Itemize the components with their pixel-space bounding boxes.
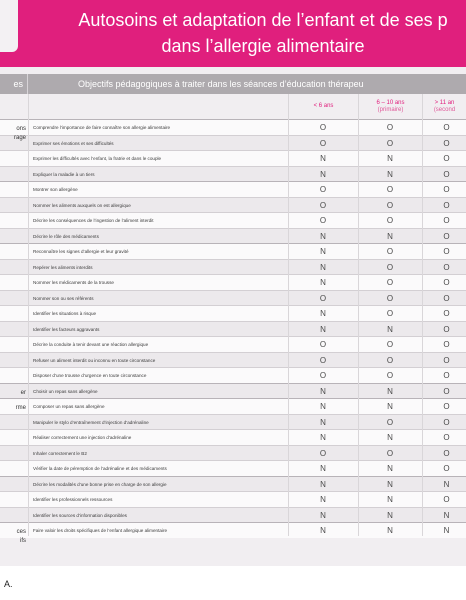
age-header-under-6 <box>288 94 358 119</box>
value-cell: O <box>386 278 394 287</box>
table-row <box>0 181 466 197</box>
column-divider <box>28 94 29 536</box>
value-cell: O <box>386 262 394 272</box>
objective-cell: Faire valoir les droits spécifiques de l’enfant allergique alimentaire <box>33 528 168 533</box>
value-cell: O <box>443 495 450 504</box>
objective-cell: Reconnaître les signes d’allergie et leur gravité <box>33 249 129 254</box>
title-line-2: dans l’allergie alimentaire <box>161 36 365 56</box>
table-row <box>0 321 466 337</box>
value-cell: N <box>387 169 393 179</box>
value-cell: O <box>386 185 394 194</box>
objective-cell: Décrire le rôle des médicaments <box>33 233 99 239</box>
value-cell: O <box>319 123 327 132</box>
table-row <box>0 522 466 538</box>
value-cell: N <box>320 464 326 473</box>
value-cell: N <box>443 510 450 520</box>
value-cell: O <box>443 464 450 473</box>
table-row <box>0 445 466 461</box>
age-header-label: > 11 an <box>434 99 455 106</box>
objective-cell: Décrire la conduite à tenir devant une réaction allergique <box>33 342 149 347</box>
table-row <box>0 305 466 321</box>
table-row <box>0 290 466 306</box>
age-header-label: < 6 ans <box>313 103 334 109</box>
value-cell: O <box>386 138 394 148</box>
value-cell: O <box>386 417 394 427</box>
table-row <box>0 135 466 151</box>
objective-cell: Montrer son allergène <box>33 187 78 192</box>
value-cell: O <box>319 185 327 194</box>
table-row <box>0 460 466 476</box>
header-band-left-label: es <box>0 74 28 94</box>
value-cell: N <box>387 231 393 241</box>
title-banner <box>0 0 466 67</box>
objective-cell: Disposer d’une trousse d’urgence en toute circonstance <box>33 373 147 378</box>
value-cell: O <box>443 448 450 458</box>
banner-tab <box>0 0 18 52</box>
value-cell: O <box>443 123 450 132</box>
table-row <box>0 367 466 383</box>
value-cell: O <box>443 216 450 225</box>
value-cell: N <box>320 309 326 318</box>
value-cell: O <box>386 293 394 303</box>
objective-cell: Refuser un aliment interdit ou inconnu en toute circonstance <box>33 357 156 363</box>
value-cell: O <box>443 185 450 194</box>
group-label: er <box>20 389 26 396</box>
table-row <box>0 352 466 368</box>
column-divider <box>358 94 359 536</box>
table-row <box>0 197 466 213</box>
table-row <box>0 491 466 507</box>
value-cell: O <box>386 355 394 365</box>
value-cell: O <box>443 169 450 179</box>
objective-cell: Nommer les médicaments de la trousse <box>33 280 114 285</box>
value-cell: O <box>443 309 450 318</box>
objective-cell: Expliquer la maladie à un tiers <box>33 171 95 177</box>
value-cell: O <box>319 138 327 148</box>
objective-cell: Nommer son ou ses référents <box>33 295 94 301</box>
value-cell: N <box>387 324 393 334</box>
header-band <box>0 74 466 94</box>
value-cell: O <box>443 200 450 210</box>
value-cell: N <box>320 510 326 520</box>
value-cell: O <box>443 417 450 427</box>
value-cell: O <box>386 448 394 458</box>
table-row <box>0 414 466 430</box>
value-cell: O <box>443 231 450 241</box>
table-row <box>0 336 466 352</box>
value-cell: O <box>443 278 450 287</box>
objective-cell: Décrire les conséquences de l’ingestion de l’aliment interdit <box>33 218 154 223</box>
age-header-label: 6 – 10 ans <box>376 99 405 106</box>
objective-cell: Inhaler correctement le B2 <box>33 450 87 456</box>
value-cell: O <box>443 371 450 380</box>
objective-cell: Identifier les professionnels ressources <box>33 497 113 502</box>
table-row <box>0 476 466 492</box>
table-row <box>0 398 466 414</box>
value-cell: N <box>320 417 326 427</box>
value-cell: N <box>320 231 326 241</box>
objective-cell: Exprimer les difficultés avec l’enfant, la fratrie et dans le couple <box>33 156 162 161</box>
table-row <box>0 228 466 244</box>
value-cell: O <box>386 200 394 210</box>
objective-cell: Identifier les sources d’information disponibles <box>33 512 127 518</box>
objective-cell: Identifier les situations à risque <box>33 311 97 316</box>
value-cell: N <box>320 262 326 272</box>
value-cell: N <box>320 402 326 411</box>
objective-cell: Identifier les facteurs aggravants <box>33 326 100 332</box>
age-header-6-10 <box>358 94 422 119</box>
value-cell: N <box>320 278 326 287</box>
group-label: rage <box>13 135 26 141</box>
value-cell: N <box>320 433 326 442</box>
value-cell: N <box>320 526 326 535</box>
value-cell: O <box>319 340 327 349</box>
age-header-sub: (second <box>433 106 456 113</box>
value-cell: N <box>320 324 326 334</box>
value-cell: O <box>386 371 394 380</box>
group-label: ons <box>16 126 26 132</box>
figure-caption: A. <box>4 579 13 589</box>
age-column-headers <box>0 94 466 119</box>
value-cell: O <box>443 340 450 349</box>
table-row <box>0 429 466 445</box>
title-line-1: Autosoins et adaptation de l’enfant et de ses p <box>78 10 448 30</box>
value-cell: N <box>387 433 393 442</box>
value-cell: N <box>387 464 393 473</box>
objective-cell: Comprendre l’importance de faire connaître son allergie alimentaire <box>33 125 171 130</box>
group-label: rme <box>15 405 26 411</box>
value-cell: N <box>387 479 393 489</box>
value-cell: O <box>386 216 394 225</box>
value-cell: O <box>443 138 450 148</box>
value-cell: N <box>443 526 450 535</box>
value-cell: O <box>386 123 394 132</box>
age-header-sub: (primaire) <box>377 106 404 113</box>
table-row <box>0 166 466 182</box>
objective-cell: Nommer les aliments auxquels on est allergique <box>33 202 131 208</box>
objective-cell: Réaliser correctement une injection d’adrénaline <box>33 435 132 440</box>
table-row <box>0 119 466 135</box>
value-cell: O <box>319 216 327 225</box>
objective-cell: Vérifier la date de péremption de l’adrénaline et des médicaments <box>33 466 167 471</box>
value-cell: N <box>320 169 326 179</box>
value-cell: N <box>387 510 393 520</box>
value-cell: O <box>443 262 450 272</box>
header-band-title: Objectifs pédagogiques à traiter dans les séances d’éducation thérapeu <box>78 79 364 89</box>
objective-cell: Manipuler le stylo d’entraînement d’injection d’adrénaline <box>33 419 149 425</box>
value-cell: N <box>387 386 393 396</box>
value-cell: O <box>319 371 327 380</box>
table-row <box>0 243 466 259</box>
value-cell: O <box>443 293 450 303</box>
value-cell: O <box>443 433 450 442</box>
value-cell: O <box>386 340 394 349</box>
table-row <box>0 150 466 166</box>
value-cell: N <box>443 479 450 489</box>
objective-cell: Composer un repas sans allergène <box>33 404 105 409</box>
value-cell: O <box>443 355 450 365</box>
objective-cell: Repérer les aliments interdits <box>33 264 93 270</box>
age-header-over-11 <box>422 94 466 119</box>
objective-cell: Décrire les modalités d’une bonne prise en charge de son allergie <box>33 481 167 487</box>
value-cell: N <box>387 526 393 535</box>
objective-cell: Exprimer ses émotions et ses difficultés <box>33 140 114 146</box>
value-cell: O <box>443 154 450 163</box>
table-row <box>0 383 466 399</box>
table-row <box>0 274 466 290</box>
value-cell: O <box>386 309 394 318</box>
value-cell: O <box>443 402 450 411</box>
value-cell: N <box>387 154 393 163</box>
column-divider <box>288 94 289 536</box>
value-cell: O <box>443 386 450 396</box>
value-cell: O <box>443 247 450 256</box>
value-cell: N <box>387 495 393 504</box>
column-divider <box>422 94 423 536</box>
value-cell: O <box>319 293 327 303</box>
value-cell: N <box>320 495 326 504</box>
table-row <box>0 259 466 275</box>
value-cell: N <box>320 386 326 396</box>
value-cell: N <box>320 154 326 163</box>
value-cell: O <box>319 448 327 458</box>
value-cell: O <box>386 247 394 256</box>
value-cell: N <box>320 479 326 489</box>
value-cell: N <box>387 402 393 411</box>
table-row <box>0 507 466 523</box>
group-label: ces <box>16 529 26 535</box>
table-row <box>0 212 466 228</box>
objective-cell: Choisir un repas sans allergène <box>33 388 98 394</box>
value-cell: O <box>319 355 327 365</box>
value-cell: O <box>319 200 327 210</box>
value-cell: O <box>443 324 450 334</box>
group-label: ifs <box>20 538 26 544</box>
value-cell: N <box>320 247 326 256</box>
